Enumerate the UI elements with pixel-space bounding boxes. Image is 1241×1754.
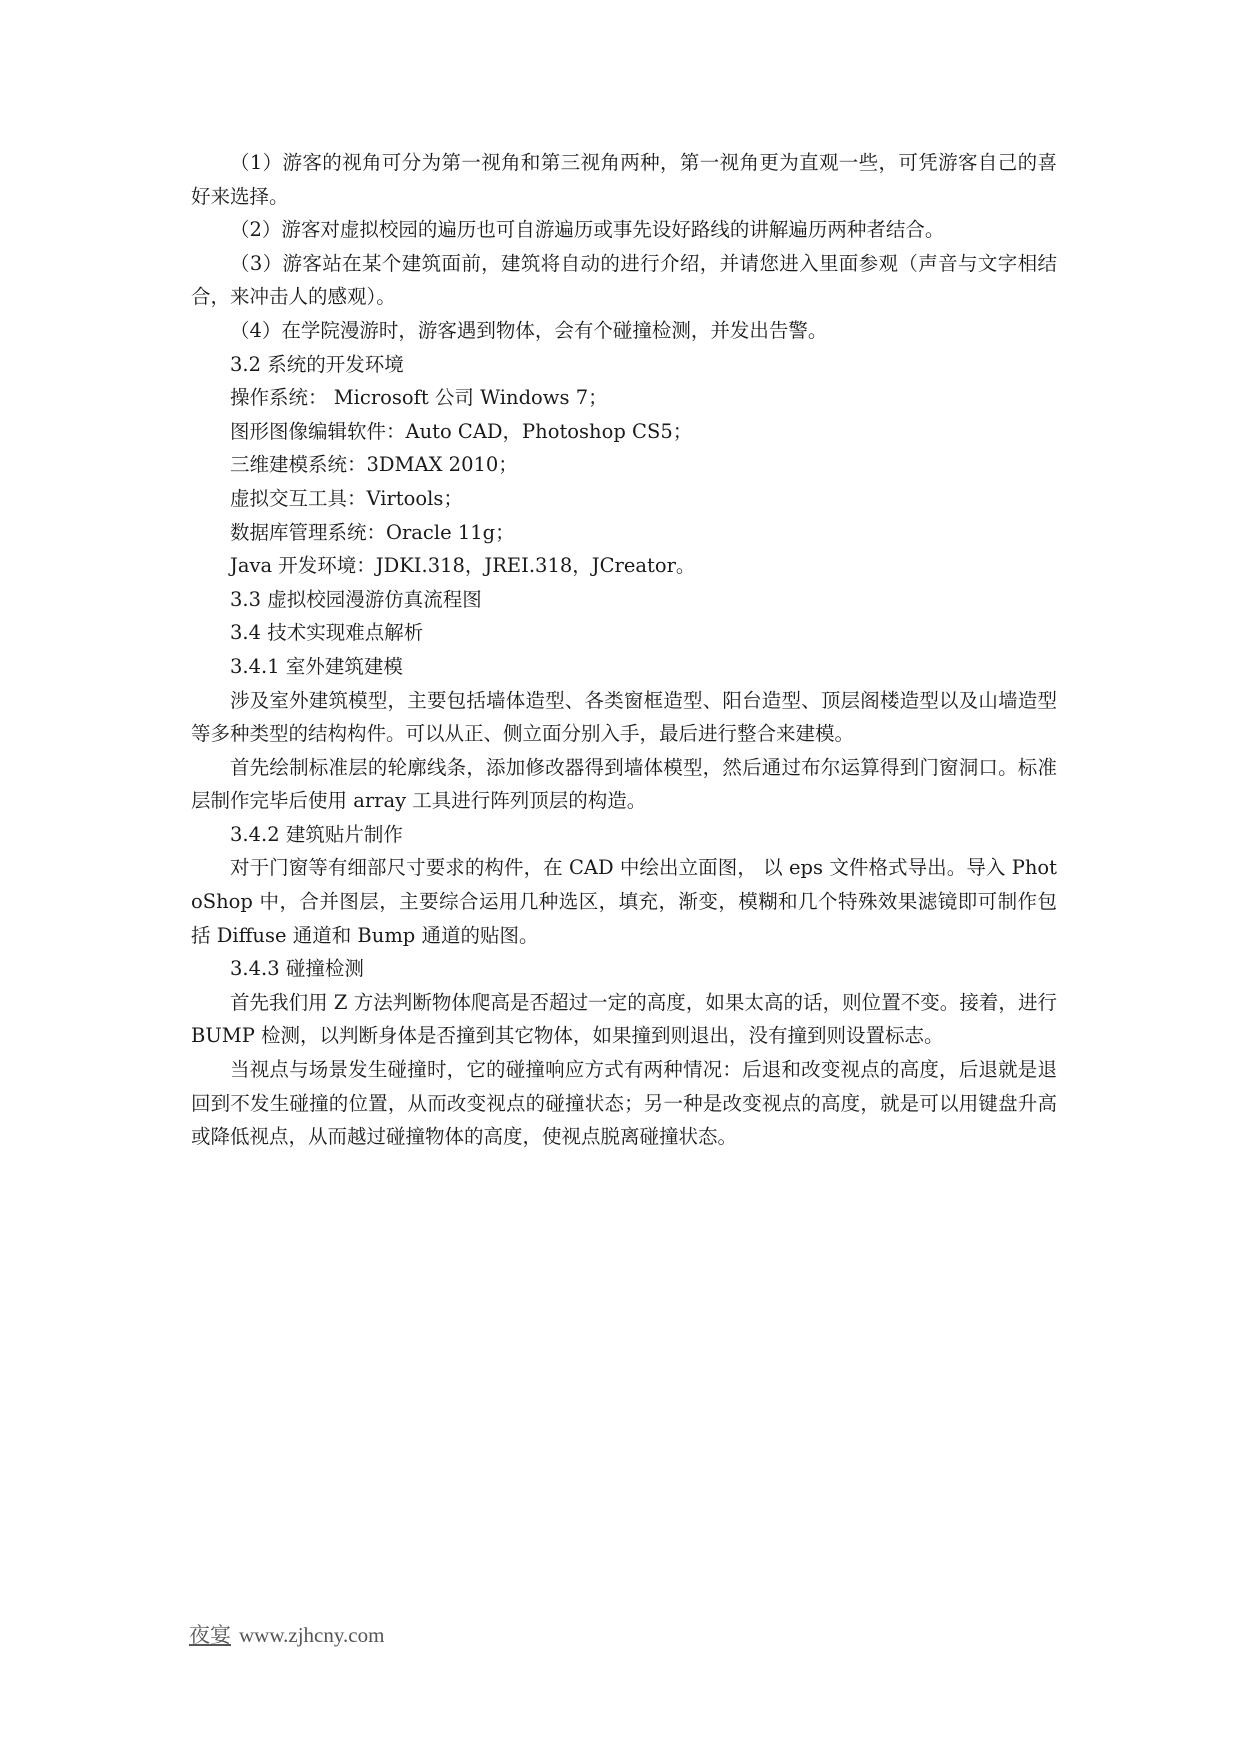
section-heading-3-2: 3.2 系统的开发环境: [230, 352, 404, 376]
env-operating-system: 操作系统： Microsoft 公司 Windows 7；: [230, 386, 608, 410]
document-body: [191, 146, 1057, 1154]
section-heading-3-4-1: 3.4.1 室外建筑建模: [230, 654, 403, 678]
paragraph-collision-response: 当视点与场景发生碰撞时，它的碰撞响应方式有两种情况：后退和改变视点的高度，后退就是退回到不发生碰撞的位置，从而改变视点的碰撞状态；另一种是改变视点的高度，就是可以用键盘升高或降低视点，从而越过碰撞物体的高度，使视点脱离碰撞状态。: [191, 1058, 1057, 1149]
paragraph-exterior-modeling: 涉及室外建筑模型，主要包括墙体造型、各类窗框造型、阳台造型、顶层阁楼造型以及山墙造型等多种类型的结构构件。可以从正、侧立面分别入手，最后进行整合来建模。: [191, 688, 1057, 746]
section-heading-3-4-3: 3.4.3 碰撞检测: [230, 957, 364, 981]
env-java: Java 开发环境：JDKI.318，JREI.318，JCreator。: [230, 554, 696, 578]
paragraph-traversal: （2）游客对虚拟校园的遍历也可自游遍历或事先设好路线的讲解遍历两种者结合。: [230, 218, 945, 242]
env-virtual-interaction: 虚拟交互工具：Virtools；: [230, 486, 463, 510]
footer-url: www.zjhcny.com: [239, 1623, 385, 1647]
env-3d-modeling: 三维建模系统：3DMAX 2010；: [230, 453, 518, 477]
paragraph-collision-alert: （4）在学院漫游时，游客遇到物体，会有个碰撞检测，并发出告警。: [230, 318, 828, 342]
section-heading-3-4-2: 3.4.2 建筑贴片制作: [230, 822, 403, 846]
section-heading-3-4: 3.4 技术实现难点解析: [230, 621, 424, 645]
env-graphics-software: 图形图像编辑软件：Auto CAD，Photoshop CS5；: [230, 419, 693, 443]
env-database: 数据库管理系统：Oracle 11g；: [230, 520, 515, 544]
footer-link[interactable]: 夜宴: [189, 1623, 231, 1647]
page-footer: [189, 1620, 384, 1650]
paragraph-building-intro: （3）游客站在某个建筑面前，建筑将自动的进行介绍，并请您进入里面参观（声音与文字相结合，来冲击人的感观）。: [191, 251, 1057, 309]
paragraph-standard-floor: 首先绘制标准层的轮廓线条，添加修改器得到墙体模型，然后通过布尔运算得到门窗洞口。标准层制作完毕后使用 array 工具进行阵列顶层的构造。: [191, 755, 1057, 813]
paragraph-viewpoint: （1）游客的视角可分为第一视角和第三视角两种，第一视角更为直观一些，可凭游客自己的喜好来选择。: [191, 151, 1057, 208]
section-heading-3-3: 3.3 虚拟校园漫游仿真流程图: [230, 587, 482, 611]
paragraph-z-method: 首先我们用 Z 方法判断物体爬高是否超过一定的高度，如果太高的话，则位置不变。接着，进行 BUMP 检测，以判断身体是否撞到其它物体，如果撞到则退出，没有撞到则设置标志。: [191, 990, 1057, 1048]
paragraph-texture-making: 对于门窗等有细部尺寸要求的构件，在 CAD 中绘出立面图， 以 eps 文件格式导出。导入 PhotoShop 中，合并图层，主要综合运用几种选区，填充，渐变，模糊和几个特殊效果滤镜即可制作包括 Diffuse 通道和 Bump 通道的贴图。: [191, 856, 1057, 947]
